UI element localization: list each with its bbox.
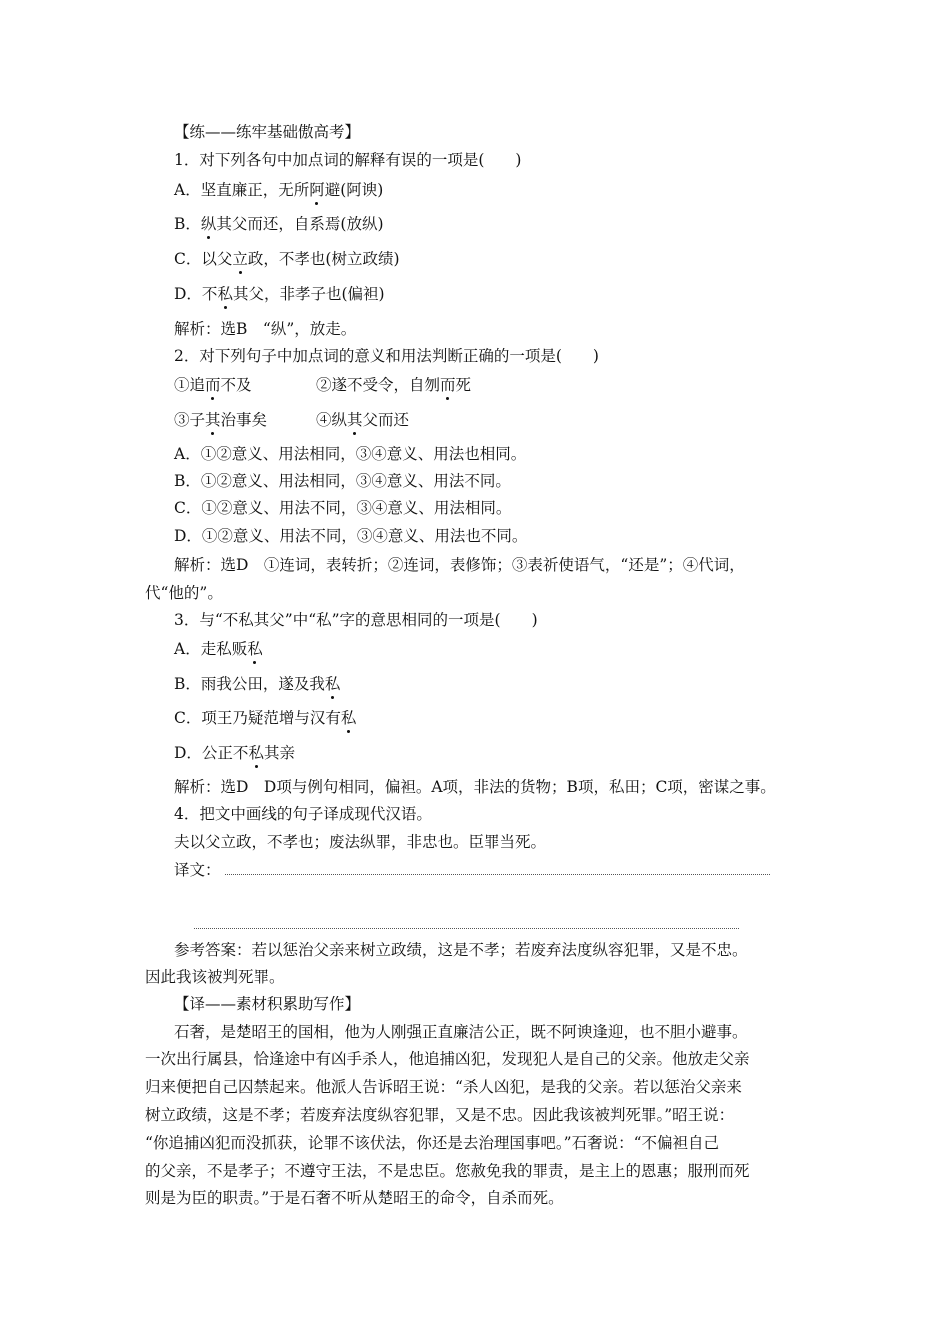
q4-stem: 4．把文中画线的句子译成现代汉语。 bbox=[174, 805, 432, 823]
dotted-word: 立 bbox=[232, 250, 248, 268]
q2-sentence-3: ③子其治事矣 bbox=[174, 411, 268, 429]
q3-option-d: D．公正不私其亲 bbox=[174, 744, 295, 762]
dotted-word: 私 bbox=[248, 744, 264, 762]
translation-line: “你追捕凶犯而没抓获，论罪不该伏法，你还是去治理国事吧。”石奢说：“不偏袒自己 bbox=[145, 1134, 720, 1152]
translation-line: 则是为臣的职责。”于是石奢不听从楚昭王的命令，自杀而死。 bbox=[145, 1189, 564, 1207]
q4-reference-line2: 因此我该被判死罪。 bbox=[145, 968, 285, 986]
q1-option-c: C．以父立政，不孝也(树立政绩) bbox=[174, 250, 400, 268]
q2-sentence-4: ④纵其父而还 bbox=[316, 411, 410, 429]
dotted-word: 其 bbox=[205, 411, 221, 429]
dotted-word: 私 bbox=[247, 640, 263, 658]
q1-answer: 解析：选B “纵”，放走。 bbox=[174, 320, 357, 338]
q1-option-d: D．不私其父，非孝子也(偏袒) bbox=[174, 285, 385, 303]
q2-option-d: D．①②意义、用法不同，③④意义、用法也不同。 bbox=[174, 527, 528, 545]
dotted-word: 而 bbox=[440, 376, 456, 394]
q1-option-b: B．纵其父而还，自系焉(放纵) bbox=[174, 215, 384, 233]
q2-stem: 2．对下列句子中加点词的意义和用法判断正确的一项是( ) bbox=[174, 347, 599, 365]
translation-line: 的父亲，不是孝子；不遵守王法，不是忠臣。您赦免我的罪责，是主上的恩惠；服刑而死 bbox=[145, 1162, 750, 1180]
q2-answer-line1: 解析：选D ①连词，表转折；②连词，表修饰；③表祈使语气，“还是”；④代词， bbox=[174, 556, 745, 574]
dotted-word: 阿 bbox=[309, 181, 325, 199]
q3-option-c: C．项王乃疑范增与汉有私 bbox=[174, 709, 357, 727]
q4-answer-line: 译文： bbox=[174, 860, 770, 880]
translation-line: 归来便把自己囚禁起来。他派人告诉昭王说：“杀人凶犯，是我的父亲。若以惩治父亲来 bbox=[145, 1078, 742, 1096]
q1-option-a: A．坚直廉正，无所阿避(阿谀) bbox=[174, 181, 384, 199]
q4-reference-line1: 参考答案：若以惩治父亲来树立政绩，这是不孝；若废弃法度纵容犯罪，又是不忠。 bbox=[174, 941, 748, 959]
answer-blank-2 bbox=[194, 928, 739, 929]
translation-line: 石奢，是楚昭王的国相，他为人刚强正直廉洁公正，既不阿谀逢迎，也不胆小避事。 bbox=[174, 1023, 748, 1041]
answer-blank bbox=[225, 874, 770, 875]
q4-sentence: 夫以父立政，不孝也；废法纵罪，非忠也。臣罪当死。 bbox=[174, 833, 547, 851]
q3-option-b: B．雨我公田，遂及我私 bbox=[174, 675, 341, 693]
translation-line: 树立政绩，这是不孝；若废弃法度纵容犯罪，又是不忠。因此我该被判死罪。”昭王说： bbox=[145, 1106, 735, 1124]
practice-header: 【练——练牢基础傲高考】 bbox=[174, 123, 361, 141]
dotted-word: 私 bbox=[340, 709, 357, 727]
q2-option-b: B．①②意义、用法相同，③④意义、用法不同。 bbox=[174, 472, 511, 490]
q3-option-a: A．走私贩私 bbox=[174, 640, 263, 658]
q2-option-c: C．①②意义、用法不同，③④意义、用法相同。 bbox=[174, 499, 512, 517]
q2-sentence-1: ①追而不及 bbox=[174, 376, 252, 394]
q3-stem: 3．与“不私其父”中“私”字的意思相同的一项是( ) bbox=[174, 611, 538, 629]
translation-line: 一次出行属县，恰逢途中有凶手杀人，他追捕凶犯，发现犯人是自己的父亲。他放走父亲 bbox=[145, 1050, 750, 1068]
q2-option-a: A．①②意义、用法相同，③④意义、用法也相同。 bbox=[174, 445, 527, 463]
dotted-word: 私 bbox=[324, 675, 341, 693]
q2-sentence-2: ②遂不受令，自刎而死 bbox=[316, 376, 472, 394]
dotted-word: 其 bbox=[347, 411, 363, 429]
dotted-word: 私 bbox=[217, 285, 233, 303]
q1-stem: 1．对下列各句中加点词的解释有误的一项是( ) bbox=[174, 151, 522, 169]
translation-header: 【译——素材积累助写作】 bbox=[174, 995, 361, 1013]
dotted-word: 而 bbox=[205, 376, 221, 394]
q3-answer: 解析：选D D项与例句相同，偏袒。A项，非法的货物；B项，私田；C项，密谋之事。 bbox=[174, 778, 776, 796]
dotted-word: 纵 bbox=[200, 215, 217, 233]
q2-answer-line2: 代“他的”。 bbox=[145, 584, 223, 602]
